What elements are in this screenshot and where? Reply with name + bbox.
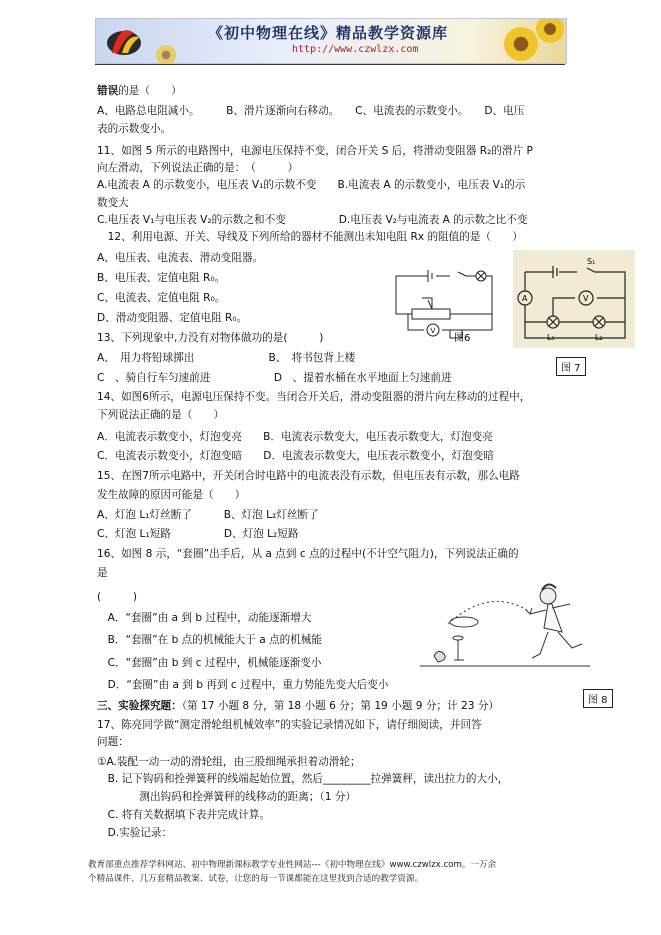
footer-line-2: 个精品课件、几万套精品教案、试卷，让您的每一节课都能在这里找到合适的教学资源。: [88, 874, 424, 884]
fig7-voltmeter-label: V: [583, 294, 589, 303]
header-banner: [95, 18, 567, 64]
text-line-l32: 三、实验探究题：（第 17 小题 8 分，第 18 小题 6 分；第 19 小题 9 分；计 23 分）: [97, 700, 500, 712]
figure-8-ring-toss: [420, 578, 600, 678]
fig7-lamp2-label: L₂: [595, 333, 603, 342]
text-line-l31: D．“套圈”由 a 到 b 再到 c 过程中，重力势能先变大后变小: [97, 679, 389, 691]
sunflower-icon: [504, 27, 538, 61]
text-line-l06: A.电流表 A 的示数变小，电压表 V₁的示数不变 B.电流表 A 的示数变小，电压表 V₁的示: [97, 179, 526, 191]
site-title: 《初中物理在线》精品教学资源库: [208, 24, 449, 42]
text-line-l16: C 、骑自行车匀速前进 D 、提着水桶在水平地面上匀速前进: [97, 372, 452, 384]
text-line-l08: C.电压表 V₁与电压表 V₂的示数之和不变 D.电压表 V₂与电流表 A 的示数之比不变: [97, 214, 528, 226]
fig6-voltmeter-label: V: [430, 327, 436, 335]
site-url[interactable]: http://www.czwlzx.com: [292, 44, 419, 55]
fig7-caption: 图 7: [556, 357, 586, 376]
text-line-l27: ( ): [97, 591, 138, 603]
text-line-l26: 是: [97, 567, 108, 579]
text-line-l35: ①A.装配一动一动的滑轮组，由三股细绳承担着动滑轮；: [97, 756, 361, 768]
bold-text: 三、实验探究题：: [97, 700, 182, 712]
text-line-l09: 12、利用电源、开关、导线及下列所给的器材不能测出未知电阻 Rx 的阻值的是（ ）: [97, 231, 523, 243]
figure-6-circuit: [388, 262, 498, 344]
text-line-l05: 向左滑动，下列说法正确的是： （ ）: [97, 162, 299, 174]
fig7-lamp1-label: L₁: [547, 333, 555, 342]
site-logo-icon: [104, 23, 144, 59]
text-line-l22: 发生故障的原因可能是（ ）: [97, 489, 246, 501]
text-line-l30: C．“套圈”由 b 到 c 过程中，机械能逐渐变小: [97, 657, 322, 669]
text-line-l13: D、滑动变阻器、定值电阻 R₀。: [97, 312, 248, 324]
text-line-l01: 错误的是（ ）: [97, 85, 182, 97]
text-line-l28: A．“套圈”由 a 到 b 过程中，动能逐渐增大: [97, 612, 312, 624]
text-line-l07: 数变大: [97, 197, 129, 209]
text-line-l25: 16、如图 8 示，“套圈”出手后，从 a 点到 c 点的过程中(不计空气阻力)，下列说法正确的: [97, 548, 519, 560]
bold-text: 错误: [97, 85, 119, 97]
text-line-l04: 11、如图 5 所示的电路图中，电源电压保持不变，闭合开关 S 后，将滑动变阻器 R₂的滑片 P: [97, 145, 533, 157]
text-line-l10: A、电压表、电流表、滑动变阻器。: [97, 252, 264, 264]
text-line-l11: B、电压表、定值电阻 R₀。: [97, 272, 226, 284]
text-line-l14: 13、下列现象中,力没有对物体做功的是( ): [97, 332, 324, 344]
text-line-l37: 测出钩码和拴弹簧秤的线移动的距离；（1 分）: [97, 791, 357, 803]
fig7-ammeter-label: A: [522, 294, 528, 303]
fig7-switch-label: S₁: [587, 257, 596, 266]
sunflower-icon: [536, 18, 564, 43]
text-line-l12: C、电流表、定值电阻 R₀。: [97, 292, 226, 304]
figure-7-circuit: [513, 250, 635, 348]
text-line-l17: 14、如图6所示，电源电压保持不变。当闭合开关后，滑动变阻器的滑片向左移动的过程中，: [97, 391, 531, 403]
header-divider: [95, 64, 565, 65]
text-line-l33: 17、陈亮同学做“测定滑轮组机械效率”的实验记录情况如下，请仔细阅读，并回答: [97, 719, 482, 731]
text-line-l34: 问题：: [97, 736, 129, 748]
text-line-l21: 15、在图7所示电路中，开关闭合时电路中的电流表没有示数，但电压表有示数，那么电路: [97, 470, 520, 482]
text-line-l02: A、电路总电阻减小。 B、滑片逐渐向右移动。 C、电流表的示数变小。 D、电压: [97, 105, 525, 117]
fig8-caption: 图 8: [583, 689, 613, 708]
text-line-l29: B．“套圈”在 b 点的机械能大于 a 点的机械能: [97, 634, 323, 646]
text-line-l19: A．电流表示数变小，灯泡变亮 B．电流表示数变大，电压表示数变大，灯泡变亮: [97, 431, 493, 443]
text-line-l20: C．电流表示数变小，灯泡变暗 D．电流表示数变大，电压表示数变小，灯泡变暗: [97, 450, 494, 462]
footer-line-1: 教育部重点推荐学科网站、初中物理新课标教学专业性网站---《初中物理在线》www.czwlzx.com。一万余: [88, 860, 497, 870]
text-line-l38: C. 将有关数据填下表并完成计算。: [97, 809, 271, 821]
sunflower-icon: [156, 45, 176, 64]
text-line-l24: C、灯泡 L₁短路 D、灯泡 L₂短路: [97, 528, 299, 540]
text-line-l15: A、 用力将铅球掷出 B、 将书包背上楼: [97, 352, 356, 364]
text-line-l23: A、灯泡 L₁灯丝断了 B、灯泡 L₂灯丝断了: [97, 509, 319, 521]
text-line-l39: D.实验记录：: [97, 827, 173, 839]
text-line-l36: B. 记下钩码和拴弹簧秤的线端起始位置，然后_________拉弹簧秤，读出拉力的大小，: [97, 773, 509, 785]
fig6-caption: 图6: [454, 333, 471, 344]
text-line-l18: 下列说法正确的是（ ）: [97, 409, 225, 421]
text-line-l03: 表的示数变小。: [97, 123, 172, 135]
